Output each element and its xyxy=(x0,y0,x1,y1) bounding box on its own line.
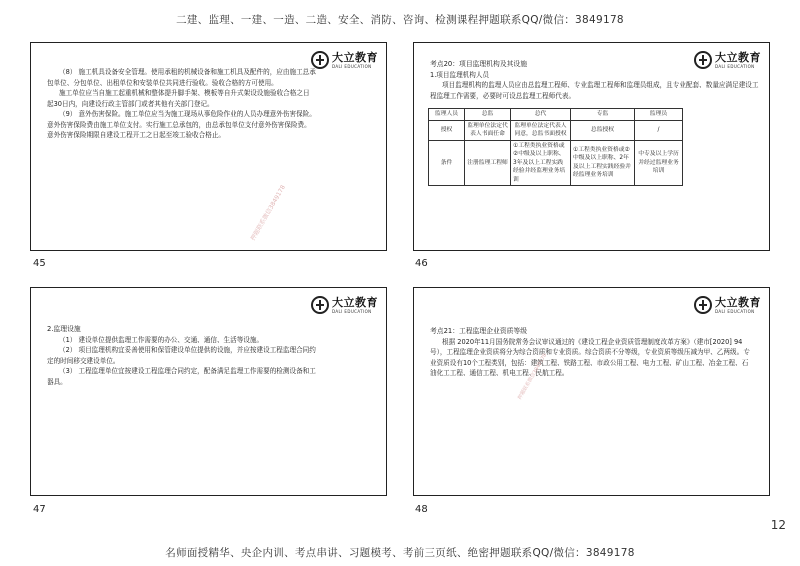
table-cell: 监理单位法定代表人同意，总监书面授权 xyxy=(511,120,571,140)
table-header: 专监 xyxy=(571,109,635,121)
logo-emblem-icon xyxy=(311,296,329,314)
slide-45-content xyxy=(47,67,316,141)
logo-subtitle: DALI EDUCATION xyxy=(715,63,755,69)
top-contact-banner: 二建、监理、一建、一造、二造、安全、消防、咨询、检测课程押题联系QQ/微信：3849178 xyxy=(176,14,624,26)
slide-48 xyxy=(413,287,770,496)
paragraph: 项目监理机构的监理人员应由总监理工程师、专业监理工程师和监理员组成，且专业配套、数量应满足建设工程监理工作需要，必要时可设总监理工程师代表。 xyxy=(430,81,759,100)
watermark: 押题联系微信3849178 xyxy=(516,352,549,401)
logo-subtitle: DALI EDUCATION xyxy=(332,308,372,314)
table-cell: ①工程类执业资格或②中级及以上职称、3年及以上工程实践经验并经监理业务培训 xyxy=(511,140,571,186)
table-cell: 授权 xyxy=(429,120,465,140)
page-number: 48 xyxy=(415,504,428,515)
table-header: 总监 xyxy=(465,109,511,121)
logo-subtitle: DALI EDUCATION xyxy=(332,63,372,69)
table-cell: 条件 xyxy=(429,140,465,186)
paragraph: （8） 施工机具设备安全管理。使用承租的机械设备和施工机具及配件的，应由施工总承包单位、分包单位、出租单位和安装单位共同进行验收。验收合格的方可使用。 xyxy=(47,68,316,87)
bottom-contact-banner: 名师面授精华、央企内训、考点串讲、习题模考、考前三页纸、绝密押题联系QQ/微信：3849178 xyxy=(165,547,635,559)
table-row xyxy=(429,120,683,140)
slide-48-content xyxy=(430,326,750,379)
logo-name: 大立教育 xyxy=(332,295,378,309)
watermark: 押题联系微信3849178 xyxy=(249,184,287,242)
table-cell: ①工程类执业资格或②中级及以上职称、2年及以上工程实践经验并经监理业务培训 xyxy=(571,140,635,186)
table-header: 监理员 xyxy=(635,109,683,121)
slide-subheading: 1.项目监理机构人员 xyxy=(430,70,490,79)
slide-47-content xyxy=(47,324,316,387)
supervision-staff-table xyxy=(428,108,683,186)
logo-subtitle: DALI EDUCATION xyxy=(715,308,755,314)
brand-logo xyxy=(694,296,761,314)
paragraph: 施工单位应当自施工起重机械和整体提升脚手架、模板等自升式架设设施验收合格之日起30日内，向建设行政主管部门或者其他有关部门登记。 xyxy=(47,89,310,108)
sheet-number: 12 xyxy=(770,518,786,532)
logo-name: 大立教育 xyxy=(715,295,761,309)
page-number: 47 xyxy=(33,504,46,515)
table-header: 监理人员 xyxy=(429,109,465,121)
paragraph: （1） 建设单位提供监理工作需要的办公、交通、通信、生活等设施。 xyxy=(59,335,264,344)
brand-logo xyxy=(311,296,378,314)
table-cell: 监理单位法定代表人书面任命 xyxy=(465,120,511,140)
slide-46 xyxy=(413,42,770,251)
paragraph: 根据 2020年11月国务院常务会议审议通过的《建设工程企业资质管理制度改革方案》（建市[2020] 94 号），工程监理企业资质将分为综合资质和专业资质。综合资质不分等级，专业资质等级压减为甲、乙两级。专业资质设有10个工程类别，包括：建筑工程、铁路工程、市政公用工程、电力工程、矿山工程、冶金工程、石油化工工程、通信工程、机电工程、民航工程。 xyxy=(430,337,750,377)
brand-logo xyxy=(311,51,378,69)
table-row xyxy=(429,140,683,186)
logo-name: 大立教育 xyxy=(332,50,378,64)
logo-emblem-icon xyxy=(694,296,712,314)
slide-heading: 2.监理设施 xyxy=(47,325,81,333)
paragraph: （3） 工程监理单位宜按建设工程监理合同约定，配备满足监理工作需要的检测设备和工器具。 xyxy=(47,367,316,386)
brand-logo xyxy=(694,51,761,69)
slide-heading: 考点21：工程监理企业资质等级 xyxy=(430,327,528,335)
page-number: 45 xyxy=(33,258,46,269)
logo-name: 大立教育 xyxy=(715,50,761,64)
slide-heading: 考点20：项目监理机构及其设施 xyxy=(430,60,528,68)
paragraph: （2） 项目监理机构宜妥善使用和保管建设单位提供的设施，并应按建设工程监理合同约定的时间移交建设单位。 xyxy=(47,346,316,365)
slide-47 xyxy=(30,287,387,496)
table-header-row xyxy=(429,109,683,121)
table-header: 总代 xyxy=(511,109,571,121)
table-cell: 中专及以上学历并经过监理业务培训 xyxy=(635,140,683,186)
table-cell: 总监授权 xyxy=(571,120,635,140)
table-cell: / xyxy=(635,120,683,140)
page-number: 46 xyxy=(415,258,428,269)
slide-45 xyxy=(30,42,387,251)
paragraph: （9） 意外伤害保险。施工单位应当为施工现场从事危险作业的人员办理意外伤害保险。意外伤害保险费由施工单位支付。实行施工总承包的，由总承包单位支付意外伤害保险费。意外伤害保险期限自建设工程开工之日起至竣工验收合格止。 xyxy=(47,110,316,139)
table-cell: 注册监理工程师 xyxy=(465,140,511,186)
